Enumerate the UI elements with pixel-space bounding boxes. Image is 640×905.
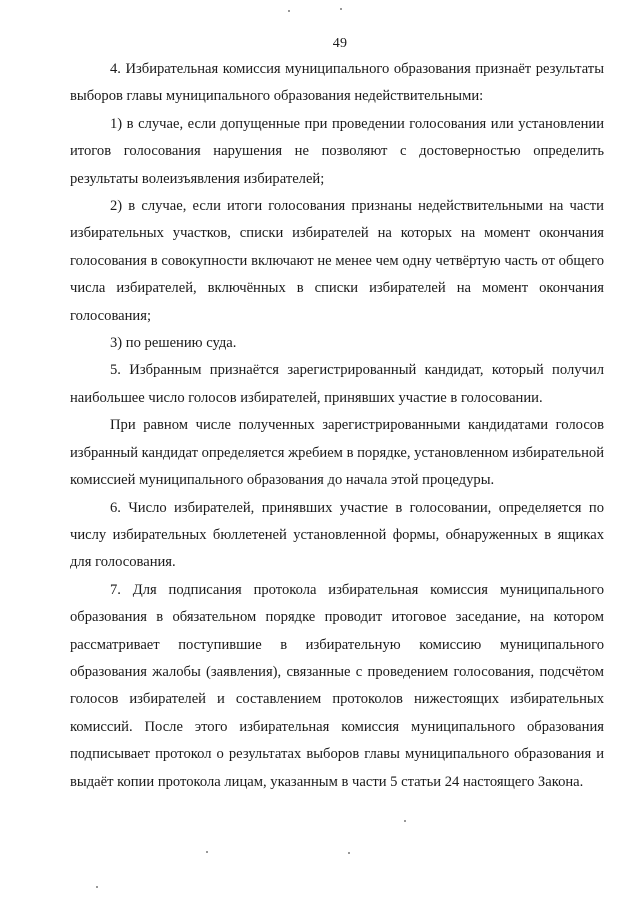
- scan-speck: [288, 10, 290, 12]
- paragraph-4: 4. Избирательная комиссия муниципального образования признаёт результаты выборов главы муниципального образования недействительными:: [70, 61, 604, 105]
- scan-speck: [340, 8, 342, 10]
- page-number: 49: [332, 36, 348, 51]
- scan-speck: [348, 852, 350, 854]
- scan-speck: [404, 820, 406, 822]
- paragraph-4-item-3: 3) по решению суда.: [110, 335, 237, 352]
- scan-speck: [96, 886, 98, 888]
- paragraph-4-item-1: 1) в случае, если допущенные при проведении голосования или установлении итогов голосования нарушения не позволяют с достоверностью определить результаты волеизъявления избирателей;: [70, 115, 604, 187]
- paragraph-4-item-2: 2) в случае, если итоги голосования признаны недействительными на части избирательных участков, списки избирателей на которых на момент окончания голосования в совокупности включают не менее чем одну четвёртую часть от общего числа избирателей, включённых в списки избирателей на момент окончания голосования;: [70, 198, 604, 324]
- paragraph-6: 6. Число избирателей, принявших участие в голосовании, определяется по числу избирательных бюллетеней установленной формы, обнаруженных в ящиках для голосования.: [70, 499, 604, 571]
- paragraph-7: 7. Для подписания протокола избирательная комиссия муниципального образования в обязательном порядке проводит итоговое заседание, на котором рассматривает поступившие в избирательную комиссию муниципального образования жалобы (заявления), связанные с проведением голосования, подсчётом голосов избирателей и составлением протоколов нижестоящих избирательных комиссий. После этого избирательная комиссия муниципального образования подписывает протокол о результатах выборов главы муниципального образования и выдаёт копии протокола лицам, указанным в части 5 статьи 24 настоящего Закона.: [70, 581, 604, 790]
- paragraph-5-continuation: При равном числе полученных зарегистрированными кандидатами голосов избранный кандидат определяется жребием в порядке, установленном избирательной комиссией муниципального образования до начала этой процедуры.: [70, 417, 604, 489]
- scan-speck: [206, 851, 208, 853]
- paragraph-5: 5. Избранным признаётся зарегистрированный кандидат, который получил наибольшее число голосов избирателей, принявших участие в голосовании.: [70, 362, 604, 406]
- document-body: [70, 56, 604, 796]
